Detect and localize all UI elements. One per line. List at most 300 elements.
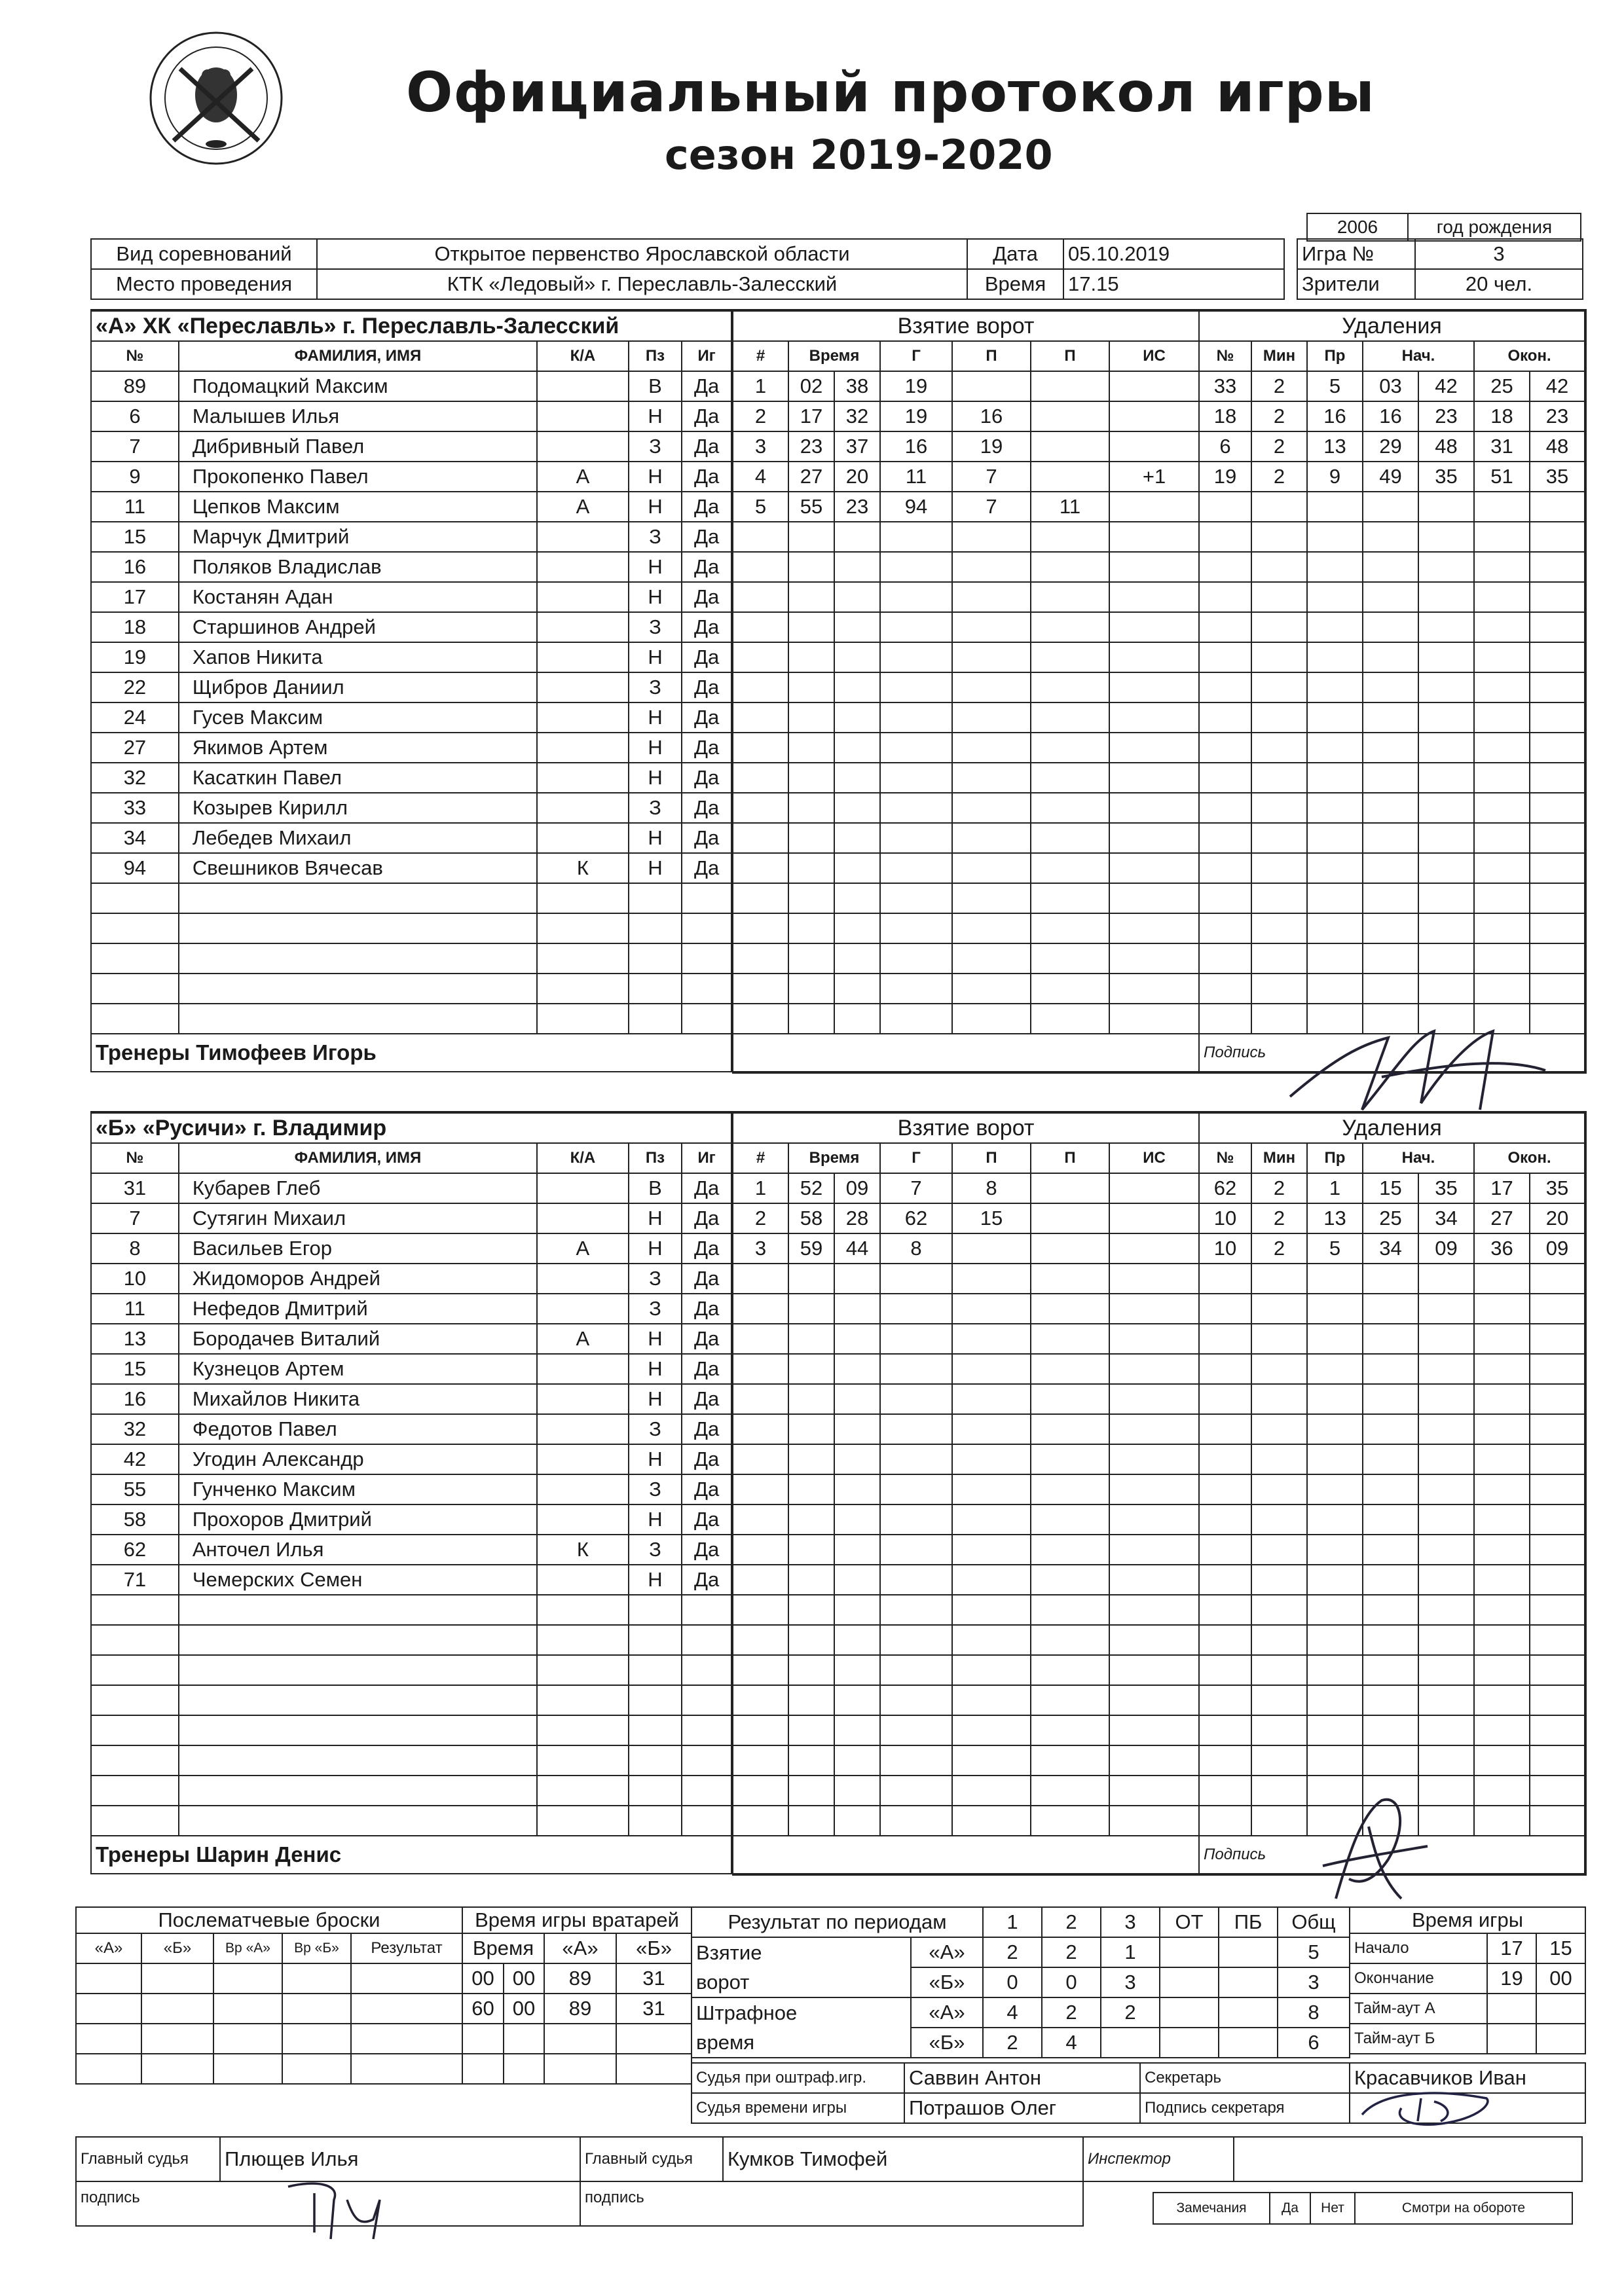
team_a-player-row xyxy=(91,883,731,913)
time-judge-value: Потрашов Олег xyxy=(904,2093,1140,2123)
player-name: Касаткин Павел xyxy=(179,763,537,793)
player-ka xyxy=(537,1203,629,1233)
team_a-goals-title: Взятие ворот xyxy=(733,310,1199,341)
player-position: Н xyxy=(629,1565,682,1595)
player-number: 8 xyxy=(91,1233,179,1264)
chief-judge-2-label: Главный судья xyxy=(580,2137,723,2181)
player-position: Н xyxy=(629,1354,682,1384)
team_a-player-row xyxy=(91,642,731,672)
player-number: 62 xyxy=(91,1535,179,1565)
player-played: Да xyxy=(682,1203,731,1233)
end-hour: 19 xyxy=(1487,1963,1536,1994)
team_a-player-row xyxy=(91,462,731,492)
player-name: Васильев Егор xyxy=(179,1233,537,1264)
player-name: Прохоров Дмитрий xyxy=(179,1504,537,1535)
total-pim-a: 8 xyxy=(1278,1997,1350,2028)
team-a-tag: «А» xyxy=(911,1997,983,2028)
team_b-penalty-row xyxy=(1199,1715,1585,1745)
team_a-penalty-row xyxy=(1199,763,1585,793)
col-header-num: № xyxy=(91,1143,179,1173)
secretary-signature xyxy=(1356,2085,1500,2131)
team_b-penalty-row xyxy=(1199,1565,1585,1595)
remarks-table xyxy=(1153,2192,1573,2225)
team_b-penalty-row xyxy=(1199,1294,1585,1324)
player-played: Да xyxy=(682,371,731,401)
goal-col-strength: ИС xyxy=(1109,1143,1199,1173)
pen-col-number: № xyxy=(1199,341,1251,371)
player-number: 7 xyxy=(91,1203,179,1233)
remarks-no: Нет xyxy=(1310,2193,1355,2224)
goalie-time-title: Время игры вратарей xyxy=(462,1907,692,1933)
team_b-penalty-row xyxy=(1199,1685,1585,1715)
team_b-player-row xyxy=(91,1203,731,1233)
team_b-goal-row xyxy=(733,1294,1199,1324)
player-played: Да xyxy=(682,702,731,733)
team_b-goal-row xyxy=(733,1655,1199,1685)
player-played: Да xyxy=(682,1264,731,1294)
goalie-col-time: Время xyxy=(462,1933,544,1963)
team_b-penalty-row xyxy=(1199,1414,1585,1444)
player-name: Нефедов Дмитрий xyxy=(179,1294,537,1324)
player-played: Да xyxy=(682,552,731,582)
goalie-row: 00 00 89 31 xyxy=(462,1963,692,1994)
player-played: Да xyxy=(682,1324,731,1354)
col-header-ka: К/А xyxy=(537,1143,629,1173)
player-played: Да xyxy=(682,642,731,672)
team_a-player-row xyxy=(91,763,731,793)
competition-value: Открытое первенство Ярославской области xyxy=(317,239,967,269)
player-name: Подомацкий Максим xyxy=(179,371,537,401)
team_b-team-title: «Б» «Русичи» г. Владимир xyxy=(91,1112,731,1143)
player-played: Да xyxy=(682,401,731,431)
player-name: Угодин Александр xyxy=(179,1444,537,1474)
team_a-penalty-row xyxy=(1199,793,1585,823)
player-name: Старшинов Андрей xyxy=(179,612,537,642)
goalie-time-table xyxy=(462,1906,692,2085)
team_b-goal-row xyxy=(733,1264,1199,1294)
team_b-goal-row xyxy=(733,1715,1199,1745)
goal-col-assist1: П xyxy=(952,341,1031,371)
player-ka xyxy=(537,702,629,733)
goalie-row: 60 00 89 31 xyxy=(462,1994,692,2024)
player-name: Сутягин Михаил xyxy=(179,1203,537,1233)
player-number: 9 xyxy=(91,462,179,492)
team_b-player-row xyxy=(91,1324,731,1354)
team_a-player-row xyxy=(91,552,731,582)
shootout-col-a: «А» xyxy=(76,1933,141,1963)
player-ka xyxy=(537,1414,629,1444)
team_a-player-row xyxy=(91,943,731,974)
chief-judge-2-value: Кумков Тимофей xyxy=(723,2137,1083,2181)
start-hour: 17 xyxy=(1487,1933,1536,1963)
team_a-penalty-row: 18 2 16 16 23 18 23 xyxy=(1199,401,1585,431)
team_b-penalty-row xyxy=(1199,1745,1585,1776)
player-position: Н xyxy=(629,552,682,582)
coaches-label: Тренеры xyxy=(96,1842,191,1867)
player-number: 58 xyxy=(91,1504,179,1535)
team_b-goal-row xyxy=(733,1776,1199,1806)
team_a-penalty-row xyxy=(1199,883,1585,913)
player-number: 34 xyxy=(91,823,179,853)
team_a-penalty-row xyxy=(1199,943,1585,974)
game-info-table xyxy=(90,238,1583,300)
time-label: Время xyxy=(967,269,1063,299)
team_a-signature-label: Подпись xyxy=(1204,1044,1266,1061)
team_a-player-row xyxy=(91,582,731,612)
goal-col-time: Время xyxy=(788,1143,880,1173)
team_a-player-row xyxy=(91,371,731,401)
remarks-label: Замечания xyxy=(1153,2193,1270,2224)
goals-label-2: ворот xyxy=(692,1967,911,1997)
player-ka: К xyxy=(537,1535,629,1565)
game-time-title: Время игры xyxy=(1350,1907,1585,1933)
team_b-penalties-table xyxy=(1198,1111,1587,1876)
team_a-penalty-row xyxy=(1199,552,1585,582)
team_a-penalties-table xyxy=(1198,309,1587,1074)
team_a-player-row xyxy=(91,1004,731,1034)
team_a-penalty-row xyxy=(1199,642,1585,672)
goals-label-1: Взятие xyxy=(692,1937,911,1967)
team-a-coach-signature xyxy=(1283,1018,1559,1123)
player-name: Михайлов Никита xyxy=(179,1384,537,1414)
team_a-penalties-title: Удаления xyxy=(1199,310,1585,341)
team_b-goal-row xyxy=(733,1474,1199,1504)
goal-col-time: Время xyxy=(788,341,880,371)
col-header-pz: Пз xyxy=(629,341,682,371)
player-number: 42 xyxy=(91,1444,179,1474)
player-position: Н xyxy=(629,1444,682,1474)
col-header-ig: Иг xyxy=(682,1143,731,1173)
goalie-col-a: «А» xyxy=(544,1933,616,1963)
pen-col-end: Окон. xyxy=(1474,341,1585,371)
team_a-penalty-row: 6 2 13 29 48 31 48 xyxy=(1199,431,1585,462)
player-ka xyxy=(537,1504,629,1535)
player-position: З xyxy=(629,1474,682,1504)
player-played: Да xyxy=(682,823,731,853)
chief-judge-2-sign-label: подпись xyxy=(580,2181,1083,2226)
birth-year-value: 2006 xyxy=(1307,213,1408,241)
player-name: Поляков Владислав xyxy=(179,552,537,582)
shootout-judge-label: Судья при оштраф.игр. xyxy=(692,2063,904,2093)
team_a-goal-row xyxy=(733,733,1199,763)
team_b-goal-row xyxy=(733,1444,1199,1474)
team_b-goal-row xyxy=(733,1685,1199,1715)
player-position: З xyxy=(629,793,682,823)
player-ka xyxy=(537,582,629,612)
pen-col-end: Окон. xyxy=(1474,1143,1585,1173)
team_a-player-row xyxy=(91,793,731,823)
time-judge-label: Судья времени игры xyxy=(692,2093,904,2123)
player-name: Дибривный Павел xyxy=(179,431,537,462)
player-played: Да xyxy=(682,1414,731,1444)
player-played: Да xyxy=(682,612,731,642)
player-ka xyxy=(537,1173,629,1203)
player-number: 16 xyxy=(91,1384,179,1414)
date-value: 05.10.2019 xyxy=(1063,239,1284,269)
pim-label-2: время xyxy=(692,2028,911,2058)
team_a-coach-row xyxy=(91,1034,731,1072)
team_a-player-row xyxy=(91,431,731,462)
player-number: 31 xyxy=(91,1173,179,1203)
team_b-penalty-row xyxy=(1199,1444,1585,1474)
player-position: Н xyxy=(629,401,682,431)
competition-label: Вид соревнований xyxy=(91,239,317,269)
player-number: 71 xyxy=(91,1565,179,1595)
player-played: Да xyxy=(682,853,731,883)
player-played: Да xyxy=(682,1233,731,1264)
team_a-goal-row xyxy=(733,672,1199,702)
player-number: 15 xyxy=(91,1354,179,1384)
player-number: 6 xyxy=(91,401,179,431)
team_a-goal-row xyxy=(733,582,1199,612)
team_a-player-row xyxy=(91,522,731,552)
player-name: Свешников Вячесав xyxy=(179,853,537,883)
team_b-goal-row xyxy=(733,1384,1199,1414)
team_b-player-row xyxy=(91,1595,731,1625)
player-ka xyxy=(537,1294,629,1324)
team_b-player-row xyxy=(91,1233,731,1264)
player-ka: А xyxy=(537,1324,629,1354)
goal-col-index: # xyxy=(733,1143,788,1173)
goal-col-scorer: Г xyxy=(880,1143,952,1173)
team_a-goal-row: 3 23 37 16 19 xyxy=(733,431,1199,462)
period-col-2: 2 xyxy=(1042,1907,1101,1937)
team_b-penalty-row xyxy=(1199,1535,1585,1565)
team_b-player-row xyxy=(91,1474,731,1504)
shootout-col-time-b: Вр «Б» xyxy=(282,1933,351,1963)
team_b-penalties-title: Удаления xyxy=(1199,1112,1585,1143)
player-played: Да xyxy=(682,462,731,492)
remarks-yes: Да xyxy=(1270,2193,1310,2224)
game-time-table xyxy=(1349,1906,1586,2054)
team_b-goal-row: 3 59 44 8 xyxy=(733,1233,1199,1264)
player-ka xyxy=(537,522,629,552)
player-ka xyxy=(537,1474,629,1504)
player-played: Да xyxy=(682,1474,731,1504)
team_b-penalty-row xyxy=(1199,1655,1585,1685)
team_a-goal-row xyxy=(733,612,1199,642)
player-played: Да xyxy=(682,1444,731,1474)
player-name: Костанян Адан xyxy=(179,582,537,612)
team_b-penalty-row xyxy=(1199,1264,1585,1294)
player-name: Гунченко Максим xyxy=(179,1474,537,1504)
player-ka xyxy=(537,733,629,763)
team_b-penalty-row: 10 2 5 34 09 36 09 xyxy=(1199,1233,1585,1264)
player-position: З xyxy=(629,1414,682,1444)
team_b-player-row xyxy=(91,1745,731,1776)
team-b-tag: «Б» xyxy=(911,2028,983,2058)
pen-col-reason: Пр xyxy=(1307,341,1363,371)
shootout-col-time-a: Вр «А» xyxy=(213,1933,282,1963)
period-col-so: ПБ xyxy=(1219,1907,1278,1937)
player-ka xyxy=(537,672,629,702)
period-col-1: 1 xyxy=(983,1907,1042,1937)
pen-col-minutes: Мин xyxy=(1251,1143,1307,1173)
team_a-goal-row xyxy=(733,853,1199,883)
start-label: Начало xyxy=(1350,1933,1487,1963)
team_b-roster-table xyxy=(90,1111,732,1874)
goal-col-scorer: Г xyxy=(880,341,952,371)
team_a-goal-row: 5 55 23 94 7 11 xyxy=(733,492,1199,522)
player-position: Н xyxy=(629,702,682,733)
chief-judge-1-value: Плющев Илья xyxy=(220,2137,580,2181)
player-played: Да xyxy=(682,793,731,823)
player-position: З xyxy=(629,431,682,462)
team_b-player-row xyxy=(91,1354,731,1384)
team_b-player-row xyxy=(91,1294,731,1324)
pen-col-minutes: Мин xyxy=(1251,341,1307,371)
team_b-goal-row xyxy=(733,1504,1199,1535)
player-position: З xyxy=(629,1294,682,1324)
team_a-goal-row xyxy=(733,793,1199,823)
player-position: В xyxy=(629,1173,682,1203)
col-header-num: № xyxy=(91,341,179,371)
player-ka xyxy=(537,823,629,853)
periods-title: Результат по периодам xyxy=(692,1907,983,1937)
player-number: 32 xyxy=(91,763,179,793)
player-name: Кубарев Глеб xyxy=(179,1173,537,1203)
player-played: Да xyxy=(682,1535,731,1565)
player-position: Н xyxy=(629,642,682,672)
player-position: Н xyxy=(629,1203,682,1233)
player-ka xyxy=(537,793,629,823)
player-name: Бородачев Виталий xyxy=(179,1324,537,1354)
col-header-ka: К/А xyxy=(537,341,629,371)
team_a-coach-name: Тимофеев Игорь xyxy=(196,1040,377,1065)
shootout-judge-value: Саввин Антон xyxy=(904,2063,1140,2093)
team_a-penalty-row xyxy=(1199,702,1585,733)
player-name: Федотов Павел xyxy=(179,1414,537,1444)
player-ka: К xyxy=(537,853,629,883)
team_a-goal-row xyxy=(733,642,1199,672)
date-label: Дата xyxy=(967,239,1063,269)
player-ka xyxy=(537,1384,629,1414)
player-played: Да xyxy=(682,763,731,793)
team_a-penalty-row xyxy=(1199,612,1585,642)
col-header-name: ФАМИЛИЯ, ИМЯ xyxy=(179,341,537,371)
player-number: 89 xyxy=(91,371,179,401)
goal-col-assist1: П xyxy=(952,1143,1031,1173)
player-position: В xyxy=(629,371,682,401)
player-name: Якимов Артем xyxy=(179,733,537,763)
player-name: Лебедев Михаил xyxy=(179,823,537,853)
team_b-goal-row xyxy=(733,1806,1199,1836)
team_a-penalty-row xyxy=(1199,672,1585,702)
player-position: Н xyxy=(629,1384,682,1414)
player-position: Н xyxy=(629,1324,682,1354)
player-name: Щибров Даниил xyxy=(179,672,537,702)
team_a-goal-row: 4 27 20 11 7 +1 xyxy=(733,462,1199,492)
player-played: Да xyxy=(682,1354,731,1384)
chief-judge-1-label: Главный судья xyxy=(76,2137,220,2181)
goalie-col-b: «Б» xyxy=(616,1933,692,1963)
start-minute: 15 xyxy=(1536,1933,1585,1963)
team_a-goal-row xyxy=(733,943,1199,974)
chief-judge-1-signature xyxy=(275,2174,399,2246)
player-number: 17 xyxy=(91,582,179,612)
pen-col-reason: Пр xyxy=(1307,1143,1363,1173)
team_b-player-row xyxy=(91,1625,731,1655)
player-name: Кузнецов Артем xyxy=(179,1354,537,1384)
player-position: З xyxy=(629,1264,682,1294)
total-goals-a: 5 xyxy=(1278,1937,1350,1967)
player-number: 16 xyxy=(91,552,179,582)
player-ka xyxy=(537,1354,629,1384)
player-position: Н xyxy=(629,823,682,853)
player-ka xyxy=(537,431,629,462)
player-position: З xyxy=(629,1535,682,1565)
timeout-b-label: Тайм-аут Б xyxy=(1350,2024,1487,2054)
team_b-penalty-row xyxy=(1199,1324,1585,1354)
coaches-label: Тренеры xyxy=(96,1040,191,1065)
team_b-player-row xyxy=(91,1806,731,1836)
player-name: Прокопенко Павел xyxy=(179,462,537,492)
team_a-player-row xyxy=(91,401,731,431)
team_a-penalty-row: 19 2 9 49 35 51 35 xyxy=(1199,462,1585,492)
total-pim-b: 6 xyxy=(1278,2028,1350,2058)
player-number: 18 xyxy=(91,612,179,642)
player-played: Да xyxy=(682,431,731,462)
player-name: Козырев Кирилл xyxy=(179,793,537,823)
team_b-player-row xyxy=(91,1384,731,1414)
team_b-player-row xyxy=(91,1715,731,1745)
team_b-goals-table xyxy=(732,1111,1200,1876)
team_b-player-row xyxy=(91,1685,731,1715)
team_b-player-row xyxy=(91,1173,731,1203)
team_b-penalty-row xyxy=(1199,1474,1585,1504)
player-ka xyxy=(537,1264,629,1294)
player-ka xyxy=(537,552,629,582)
venue-label: Место проведения xyxy=(91,269,317,299)
goal-col-assist2: П xyxy=(1031,1143,1109,1173)
inspector-label: Инспектор xyxy=(1083,2137,1234,2181)
pim-label-1: Штрафное xyxy=(692,1997,911,2028)
end-minute: 00 xyxy=(1536,1963,1585,1994)
player-position: Н xyxy=(629,492,682,522)
player-position: Н xyxy=(629,853,682,883)
secretary-value: Красавчиков Иван xyxy=(1350,2063,1585,2093)
team_a-roster-table xyxy=(90,309,732,1072)
team_a-goal-row xyxy=(733,702,1199,733)
team_b-player-row xyxy=(91,1444,731,1474)
team_a-player-row xyxy=(91,492,731,522)
team_a-penalty-row xyxy=(1199,974,1585,1004)
end-label: Окончание xyxy=(1350,1963,1487,1994)
team_b-goal-row xyxy=(733,1414,1199,1444)
player-played: Да xyxy=(682,582,731,612)
team_a-penalty-row xyxy=(1199,522,1585,552)
player-ka xyxy=(537,763,629,793)
player-number: 11 xyxy=(91,492,179,522)
team_b-goal-row: 1 52 09 7 8 xyxy=(733,1173,1199,1203)
player-position: З xyxy=(629,672,682,702)
player-ka xyxy=(537,642,629,672)
secretary-label: Секретарь xyxy=(1140,2063,1350,2093)
team_b-penalty-row: 62 2 1 15 35 17 35 xyxy=(1199,1173,1585,1203)
player-number: 94 xyxy=(91,853,179,883)
page-subtitle: сезон 2019-2020 xyxy=(665,131,1053,179)
pen-col-start: Нач. xyxy=(1363,341,1474,371)
shootout-title: Послематчевые броски xyxy=(76,1907,462,1933)
player-number: 7 xyxy=(91,431,179,462)
time-value: 17.15 xyxy=(1063,269,1284,299)
team_a-player-row xyxy=(91,612,731,642)
player-played: Да xyxy=(682,492,731,522)
player-ka xyxy=(537,371,629,401)
shootout-col-b: «Б» xyxy=(141,1933,213,1963)
player-played: Да xyxy=(682,1384,731,1414)
team_a-goals-table xyxy=(732,309,1200,1074)
